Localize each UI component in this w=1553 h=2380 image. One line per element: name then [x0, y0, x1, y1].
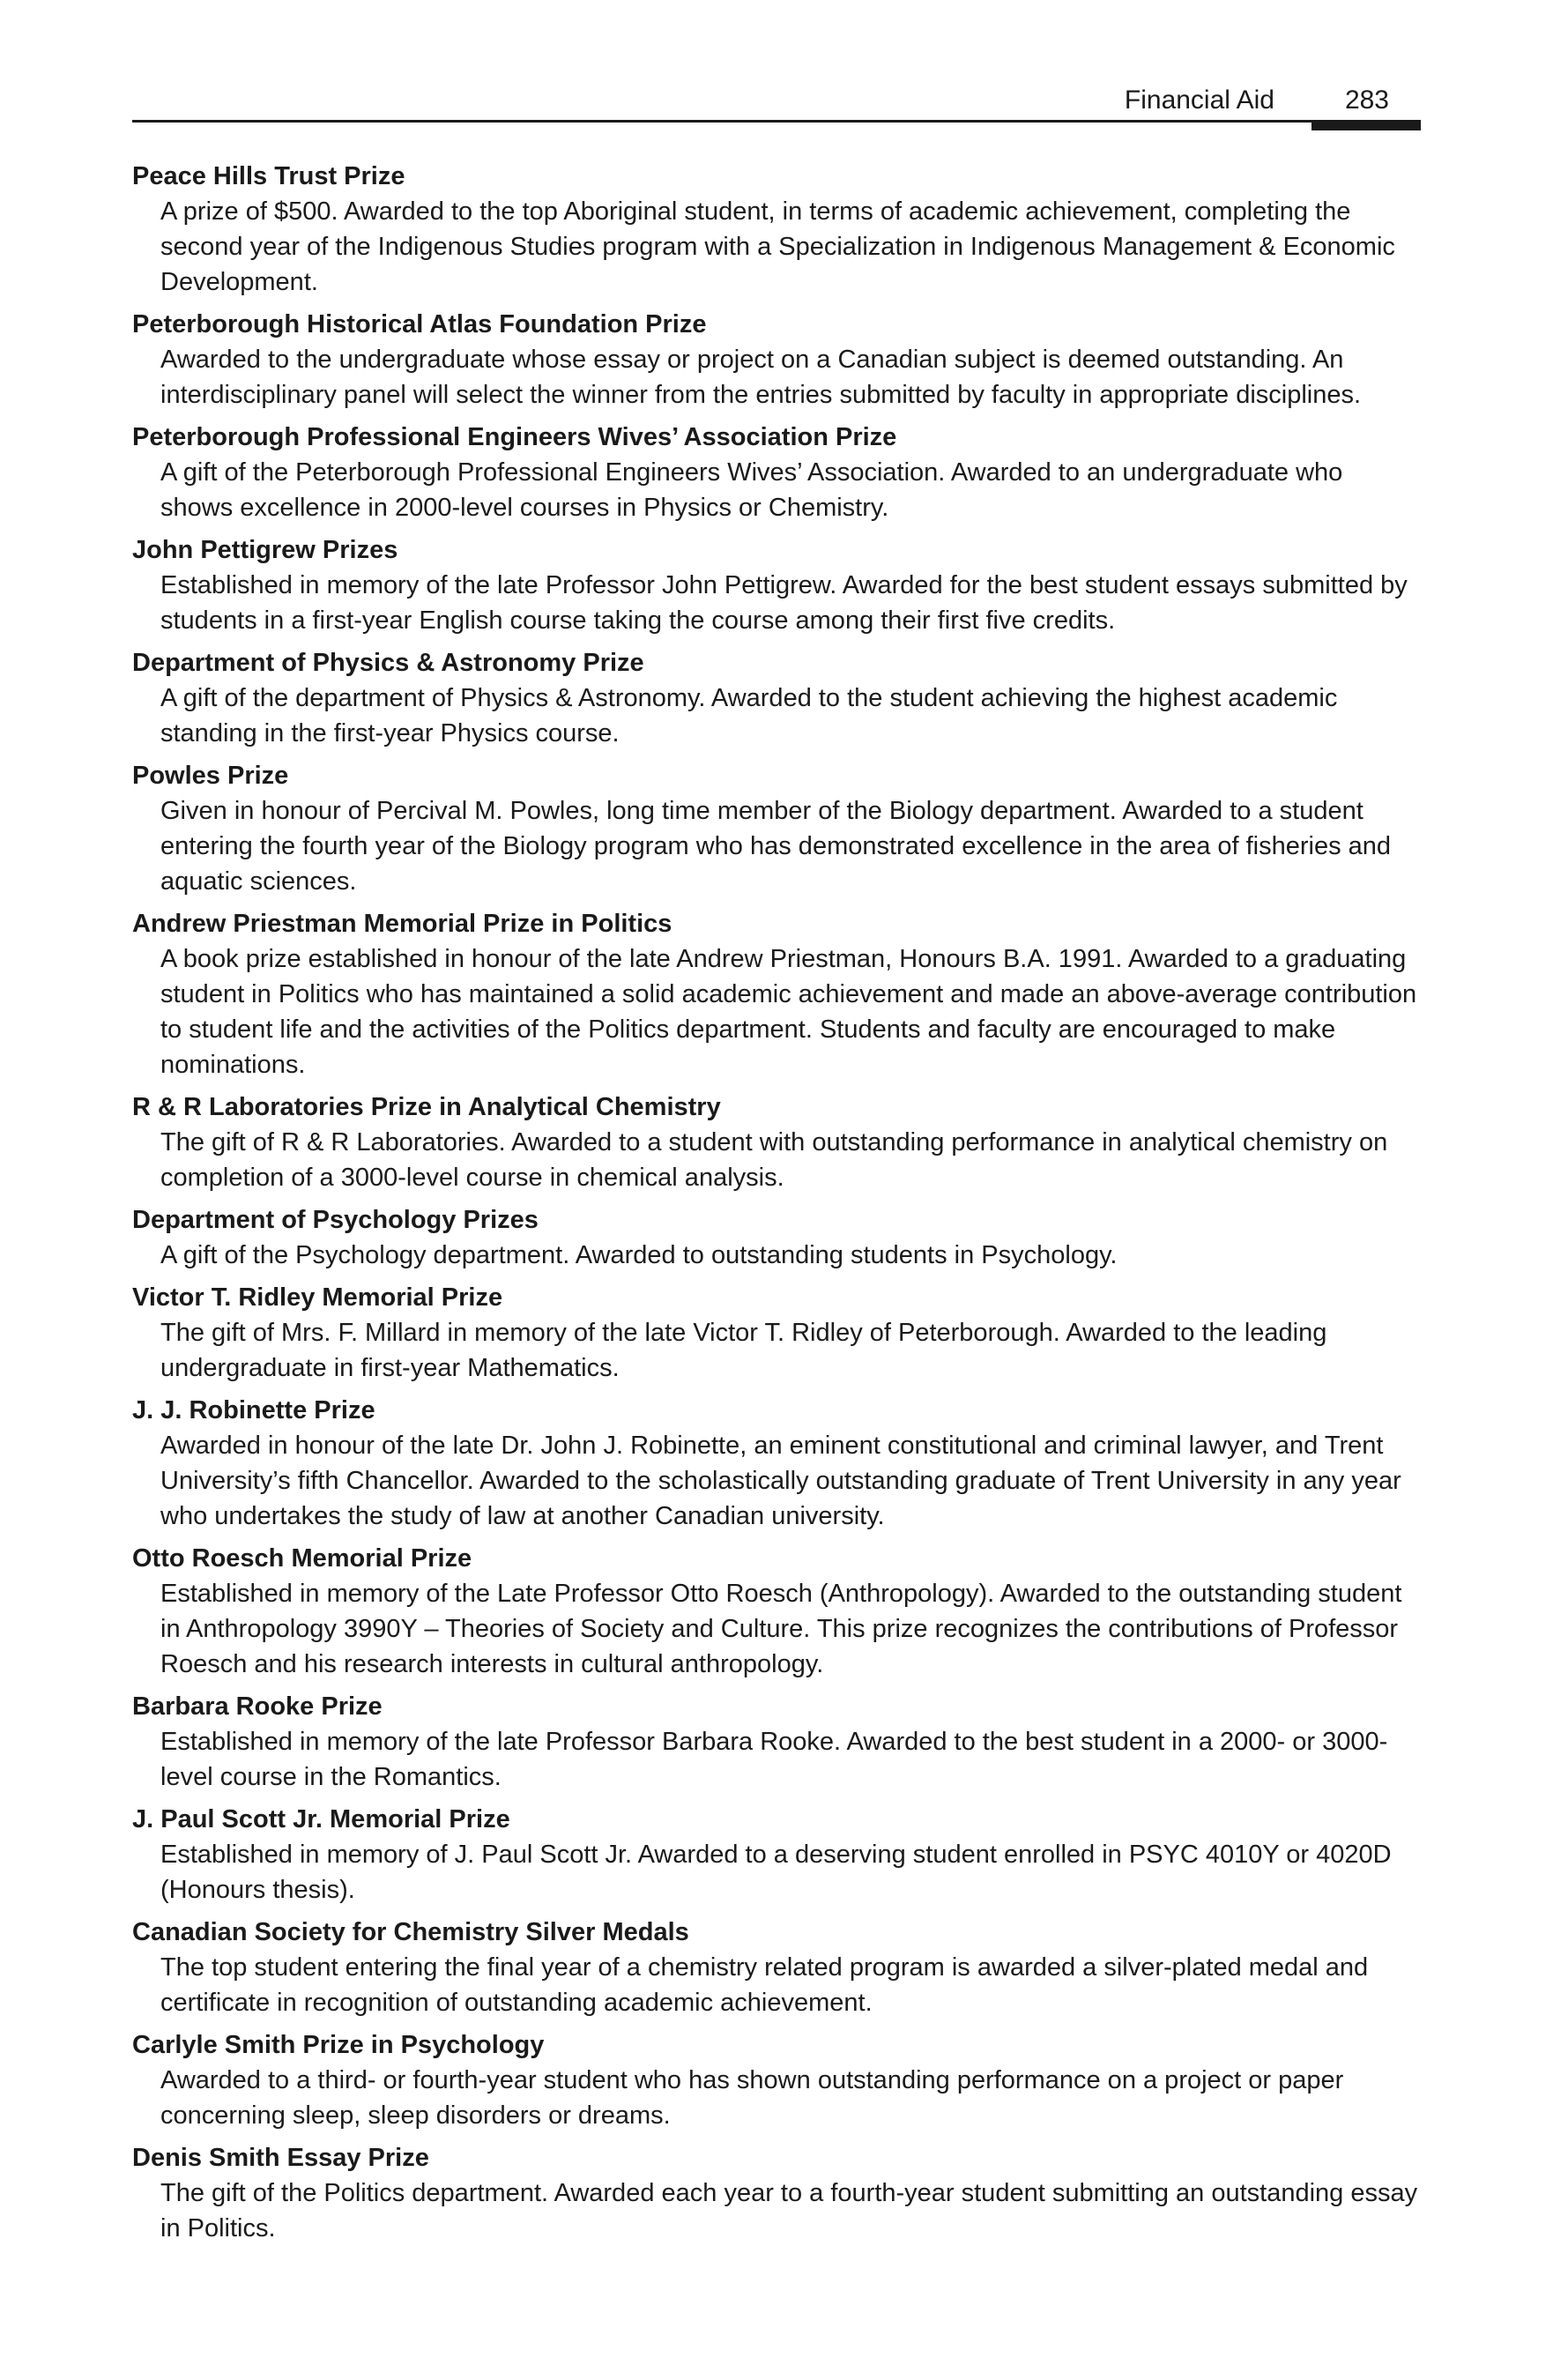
prize-entry [132, 420, 1421, 525]
prize-entry [132, 2140, 1421, 2246]
prize-entry [132, 1915, 1421, 2020]
prize-title: J. Paul Scott Jr. Memorial Prize [132, 1805, 510, 1833]
prize-title: John Pettigrew Prizes [132, 536, 398, 564]
prize-description: Established in memory of J. Paul Scott Jr. Awarded to a deserving student enrolled in PSYC 4010Y or 4020D (Honours thesis). [160, 1841, 1392, 1904]
prize-title: Barbara Rooke Prize [132, 1692, 383, 1721]
prize-title: Powles Prize [132, 762, 289, 790]
prize-description: A gift of the Peterborough Professional Engineers Wives’ Association. Awarded to an undergraduate who shows excellence in 2000-level courses in Physics or Chemistry. [160, 458, 1343, 522]
prize-title: Department of Psychology Prizes [132, 1206, 539, 1234]
prize-entry [132, 1689, 1421, 1795]
prize-description: Established in memory of the late Professor Barbara Rooke. Awarded to the best student in a 2000- or 3000-level course in the Romantics. [160, 1728, 1388, 1791]
prize-entry [132, 1541, 1421, 1682]
prize-list [132, 159, 1421, 2253]
prize-title: Department of Physics & Astronomy Prize [132, 649, 644, 677]
page-number: 283 [1344, 86, 1389, 115]
prize-entry [132, 1090, 1421, 1195]
prize-description: A prize of $500. Awarded to the top Aboriginal student, in terms of academic achievement, completing the second year of the Indigenous Studies program with a Specialization in Indigenous Management & Economic Development. [160, 197, 1395, 296]
prize-description: Awarded to the undergraduate whose essay or project on a Canadian subject is deemed outstanding. An interdisciplinary panel will select the winner from the entries submitted by faculty in appropriate disciplines. [160, 346, 1362, 409]
prize-description: Established in memory of the late Professor John Pettigrew. Awarded for the best student essays submitted by students in a first-year English course taking the course among their first five credits. [160, 571, 1408, 635]
prize-title: Carlyle Smith Prize in Psychology [132, 2031, 545, 2059]
prize-title: Peace Hills Trust Prize [132, 162, 405, 190]
prize-entry [132, 906, 1421, 1082]
prize-description: Given in honour of Percival M. Powles, long time member of the Biology department. Awarded to a student entering the fourth year of the Biology program who has demonstrated excellence in the area of fisheries and aquatic sciences. [160, 797, 1392, 896]
prize-description: The gift of Mrs. F. Millard in memory of the late Victor T. Ridley of Peterborough. Awarded to the leading undergraduate in first-year Mathematics. [160, 1319, 1327, 1382]
prize-description: The gift of R & R Laboratories. Awarded to a student with outstanding performance in analytical chemistry on completion of a 3000-level course in chemical analysis. [160, 1128, 1388, 1192]
prize-title: J. J. Robinette Prize [132, 1396, 375, 1424]
prize-title: Victor T. Ridley Memorial Prize [132, 1283, 503, 1312]
prize-description: The gift of the Politics department. Awarded each year to a fourth-year student submitting an outstanding essay in Politics. [160, 2179, 1418, 2242]
page-header [132, 81, 1421, 123]
prize-description: A gift of the Psychology department. Awarded to outstanding students in Psychology. [160, 1241, 1118, 1269]
prize-entry [132, 1280, 1421, 1386]
prize-title: Canadian Society for Chemistry Silver Medals [132, 1918, 689, 1946]
prize-description: A gift of the department of Physics & Astronomy. Awarded to the student achieving the highest academic standing in the first-year Physics course. [160, 684, 1338, 747]
prize-entry [132, 159, 1421, 300]
prize-entry [132, 1393, 1421, 1534]
prize-description: Established in memory of the Late Professor Otto Roesch (Anthropology). Awarded to the outstanding student in Anthropology 3990Y – Theories of Society and Culture. This prize recognizes the contributions of Professor Roesch and his research interests in cultural anthropology. [160, 1580, 1402, 1678]
header-rule [132, 120, 1421, 123]
prize-description: A book prize established in honour of the late Andrew Priestman, Honours B.A. 1991. Awarded to a graduating student in Politics who has maintained a solid academic achievement and made an above-average contribution to student life and the activities of the Politics department. Students and faculty are encouraged to make nominations. [160, 945, 1417, 1079]
prize-entry [132, 1202, 1421, 1273]
prize-entry [132, 1802, 1421, 1908]
header-tab-bar [1312, 120, 1421, 130]
prize-entry [132, 2027, 1421, 2133]
prize-description: The top student entering the final year of a chemistry related program is awarded a silver-plated medal and certificate in recognition of outstanding academic achievement. [160, 1953, 1369, 2017]
prize-entry [132, 758, 1421, 899]
prize-title: Otto Roesch Memorial Prize [132, 1544, 472, 1573]
prize-title: Denis Smith Essay Prize [132, 2144, 429, 2172]
prize-description: Awarded in honour of the late Dr. John J. Robinette, an eminent constitutional and criminal lawyer, and Trent University’s fifth Chancellor. Awarded to the scholastically outstanding graduate of Trent University in any year who undertakes the study of law at another Canadian university. [160, 1432, 1401, 1530]
prize-title: Peterborough Professional Engineers Wives’ Association Prize [132, 423, 897, 451]
prize-entry [132, 532, 1421, 638]
running-head-section: Financial Aid [1124, 86, 1274, 115]
prize-title: R & R Laboratories Prize in Analytical Chemistry [132, 1093, 721, 1121]
prize-entry [132, 307, 1421, 413]
prize-entry [132, 645, 1421, 751]
prize-title: Peterborough Historical Atlas Foundation Prize [132, 310, 707, 338]
prize-description: Awarded to a third- or fourth-year student who has shown outstanding performance on a project or paper concerning sleep, sleep disorders or dreams. [160, 2066, 1344, 2130]
prize-title: Andrew Priestman Memorial Prize in Politics [132, 910, 672, 938]
